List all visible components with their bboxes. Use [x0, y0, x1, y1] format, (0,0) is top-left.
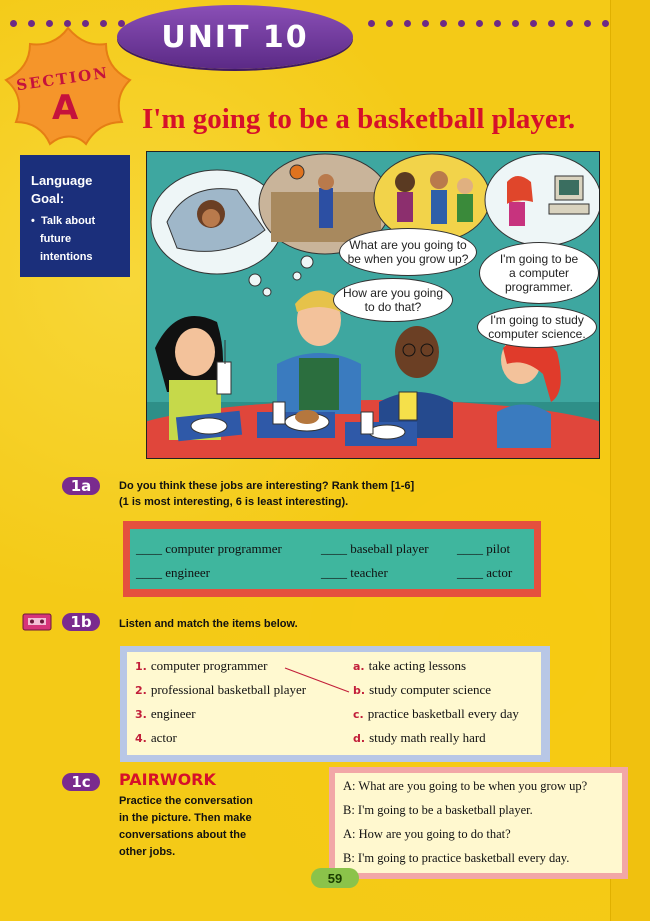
job-item — [321, 541, 429, 557]
instruction-line: (1 is most interesting, 6 is least interesting). — [119, 496, 349, 508]
bubble-text: programmer. — [504, 280, 574, 294]
match-left-item[interactable] — [135, 682, 306, 698]
bubble-text: How are you going — [342, 286, 444, 300]
exercise-1c-instruction — [119, 793, 253, 861]
instruction-line: Do you think these jobs are interesting? Rank them [1-6] — [119, 480, 415, 492]
instruction-line: in the picture. Then make — [119, 812, 252, 824]
match-left-item[interactable] — [135, 706, 196, 722]
job-ranking-panel — [123, 521, 541, 597]
cassette-icon — [22, 613, 52, 631]
section-label: SECTION — [15, 63, 110, 95]
bubble-text: I'm going to study — [490, 313, 584, 327]
item-letter: b. — [353, 684, 366, 697]
goal-item-line: intentions — [40, 251, 93, 263]
item-letter: a. — [353, 660, 365, 673]
exercise-tag-1b: 1b — [62, 613, 100, 631]
rank-blank[interactable]: ____ — [457, 541, 483, 556]
job-item — [136, 541, 282, 557]
dialogue-line: B: I'm going to practice basketball every day. — [343, 851, 570, 865]
job-ranking-inner — [130, 529, 534, 589]
item-letter: c. — [353, 708, 364, 721]
language-goal-title — [31, 172, 92, 208]
match-right-item[interactable] — [353, 658, 466, 674]
computer-thought-icon — [485, 154, 599, 246]
unit-title: UNIT 10 — [117, 5, 353, 69]
item-text: computer programmer — [150, 658, 268, 673]
job-label: engineer — [165, 565, 211, 580]
section-letter: A — [52, 88, 79, 128]
item-number: 1. — [135, 660, 147, 673]
match-right-item[interactable] — [353, 730, 486, 746]
job-label: computer programmer — [165, 541, 282, 556]
item-text: professional basketball player — [150, 682, 307, 697]
matching-inner — [127, 652, 541, 755]
dialogue-line: A: What are you going to be when you grow up? — [343, 779, 588, 793]
job-item — [321, 565, 388, 581]
goal-item-line: future — [40, 233, 72, 245]
comic-illustration — [146, 151, 600, 459]
match-left-item[interactable] — [135, 730, 177, 746]
item-text: practice basketball every day — [367, 706, 519, 721]
speech-bubble — [339, 228, 477, 276]
bubble-text: to do that? — [364, 300, 422, 314]
bubble-text: What are you going to — [349, 238, 467, 252]
instruction-line: conversations about the — [119, 829, 247, 841]
exercise-1b-instruction: Listen and match the items below. — [119, 618, 298, 630]
rank-blank[interactable]: ____ — [321, 565, 347, 580]
match-right-item[interactable] — [353, 682, 491, 698]
bubble-text: be when you grow up? — [347, 252, 469, 266]
item-number: 2. — [135, 684, 147, 697]
exercise-tag-1a: 1a — [62, 477, 100, 495]
job-item — [136, 565, 210, 581]
dialogue-line: A: How are you going to do that? — [343, 827, 511, 841]
item-text: actor — [150, 730, 177, 745]
match-line-example — [283, 666, 353, 694]
instruction-line: other jobs. — [119, 846, 176, 858]
item-text: study math really hard — [369, 730, 486, 745]
rank-blank[interactable]: ____ — [457, 565, 483, 580]
bullet-icon: • — [31, 215, 35, 227]
speech-bubble — [477, 306, 597, 348]
rank-blank[interactable]: ____ — [136, 565, 162, 580]
page-title: I'm going to be a basketball player. — [142, 103, 576, 135]
instruction-line: Practice the conversation — [119, 795, 253, 807]
match-right-item[interactable] — [353, 706, 519, 722]
language-goal-box — [20, 155, 130, 277]
exercise-tag-1c: 1c — [62, 773, 100, 791]
speech-bubble — [479, 242, 599, 304]
top-dots-right — [368, 20, 609, 30]
rank-blank[interactable]: ____ — [136, 541, 162, 556]
matching-panel — [120, 646, 550, 762]
bubble-text: computer science. — [488, 327, 586, 341]
item-text: take acting lessons — [368, 658, 467, 673]
job-label: pilot — [486, 541, 511, 556]
goal-title-line: Goal: — [31, 191, 65, 206]
pairwork-title: PAIRWORK — [119, 770, 216, 789]
exercise-1a-instruction — [119, 478, 414, 510]
bubble-text: a computer — [508, 266, 570, 280]
item-number: 4. — [135, 732, 147, 745]
rank-blank[interactable]: ____ — [321, 541, 347, 556]
language-goal-item — [31, 212, 95, 266]
item-text: engineer — [150, 706, 196, 721]
goal-title-line: Language — [31, 173, 93, 188]
speech-bubble — [333, 278, 453, 322]
conversation-inner — [335, 773, 622, 873]
goal-item-line: Talk about — [40, 215, 96, 227]
job-item — [457, 565, 512, 581]
page-number: 59 — [311, 868, 359, 888]
match-left-item[interactable] — [135, 658, 267, 674]
item-number: 3. — [135, 708, 147, 721]
conversation-panel — [329, 767, 628, 879]
item-letter: d. — [353, 732, 366, 745]
job-label: actor — [486, 565, 513, 580]
job-label: teacher — [350, 565, 388, 580]
item-text: study computer science — [369, 682, 492, 697]
bubble-text: I'm going to be — [499, 252, 579, 266]
job-label: baseball player — [350, 541, 429, 556]
job-item — [457, 541, 510, 557]
dialogue-line: B: I'm going to be a basketball player. — [343, 803, 533, 817]
